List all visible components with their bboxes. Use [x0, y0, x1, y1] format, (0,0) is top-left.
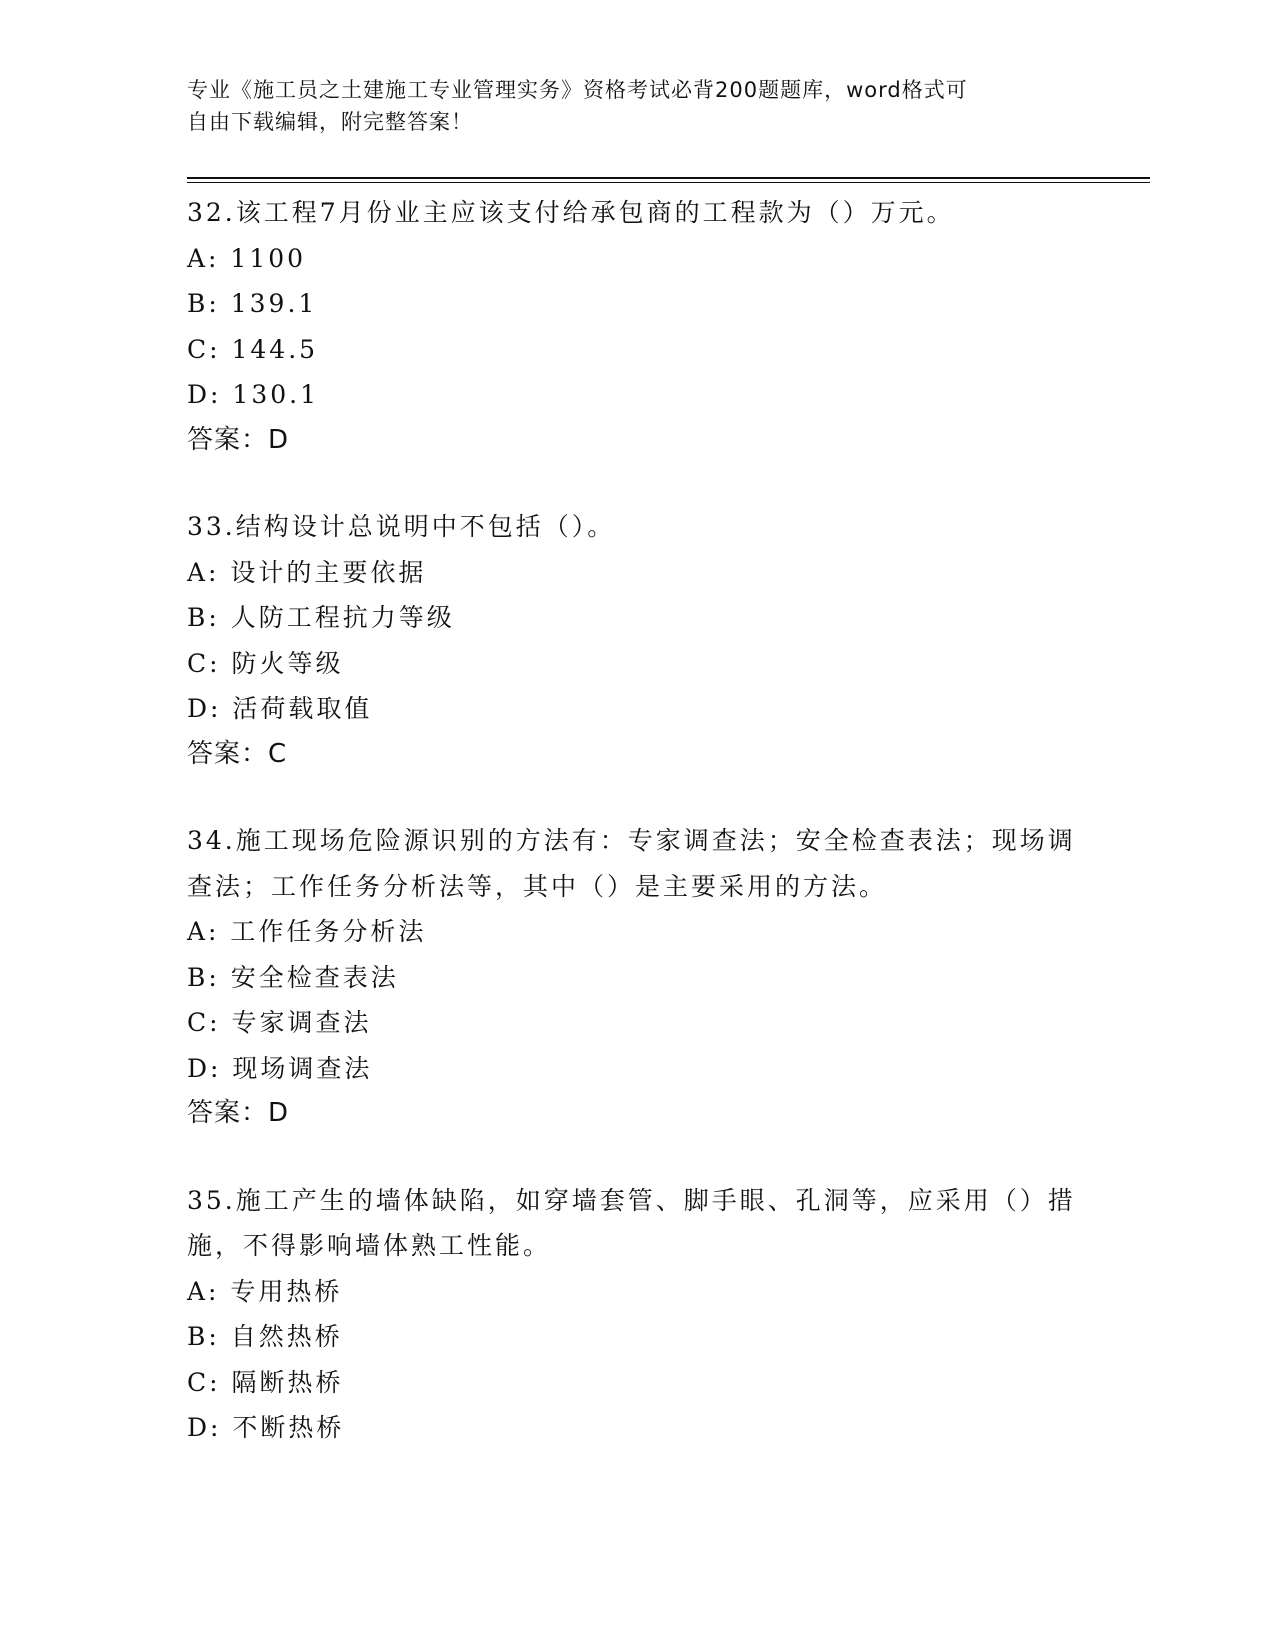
- option-d: D: 现场调查法: [187, 1053, 373, 1083]
- header-divider-thick: [187, 177, 1150, 179]
- option-c: C: 144.5: [187, 334, 319, 364]
- header-line-2: 自由下载编辑，附完整答案！: [187, 110, 473, 134]
- question-list: [187, 190, 1087, 1492]
- question-item: [187, 1178, 1087, 1451]
- question-item: [187, 818, 1087, 1137]
- question-text: 33.结构设计总说明中不包括（）。: [187, 512, 616, 541]
- header-line-1: 专业《施工员之土建施工专业管理实务》资格考试必背200题题库，word格式可: [187, 78, 968, 102]
- option-b: B: 人防工程抗力等级: [187, 603, 455, 632]
- answer-line: 答案：D: [187, 424, 290, 455]
- option-c: C: 专家调查法: [187, 1008, 372, 1037]
- document-header: [187, 74, 1087, 138]
- question-text: 34.施工现场危险源识别的方法有：专家调查法；安全检查表法；现场调查法；工作任务分析法等，其中（）是主要采用的方法。: [187, 826, 1076, 901]
- option-b: B: 自然热桥: [187, 1322, 343, 1351]
- option-d: D: 活荷载取值: [187, 694, 373, 723]
- option-d: D: 130.1: [187, 380, 319, 409]
- option-c: C: 防火等级: [187, 648, 344, 678]
- question-text: 35.施工产生的墙体缺陷，如穿墙套管、脚手眼、孔洞等，应采用（）措施，不得影响墙体熟工性能。: [187, 1185, 1076, 1260]
- header-divider-thin: [187, 182, 1150, 183]
- option-d: D: 不断热桥: [187, 1413, 345, 1442]
- question-item: [187, 190, 1087, 463]
- option-b: B: 安全检查表法: [187, 962, 399, 992]
- question-text: 32.该工程7月份业主应该支付给承包商的工程款为（）万元。: [187, 198, 955, 227]
- option-a: A: 工作任务分析法: [187, 917, 427, 946]
- option-c: C: 隔断热桥: [187, 1367, 344, 1397]
- option-a: A: 设计的主要依据: [187, 557, 427, 587]
- option-a: A: 1100: [187, 243, 307, 273]
- option-a: A: 专用热桥: [187, 1276, 343, 1306]
- question-item: [187, 504, 1087, 777]
- option-b: B: 139.1: [187, 289, 318, 318]
- answer-line: 答案：D: [187, 1098, 290, 1128]
- answer-line: 答案：C: [187, 738, 288, 769]
